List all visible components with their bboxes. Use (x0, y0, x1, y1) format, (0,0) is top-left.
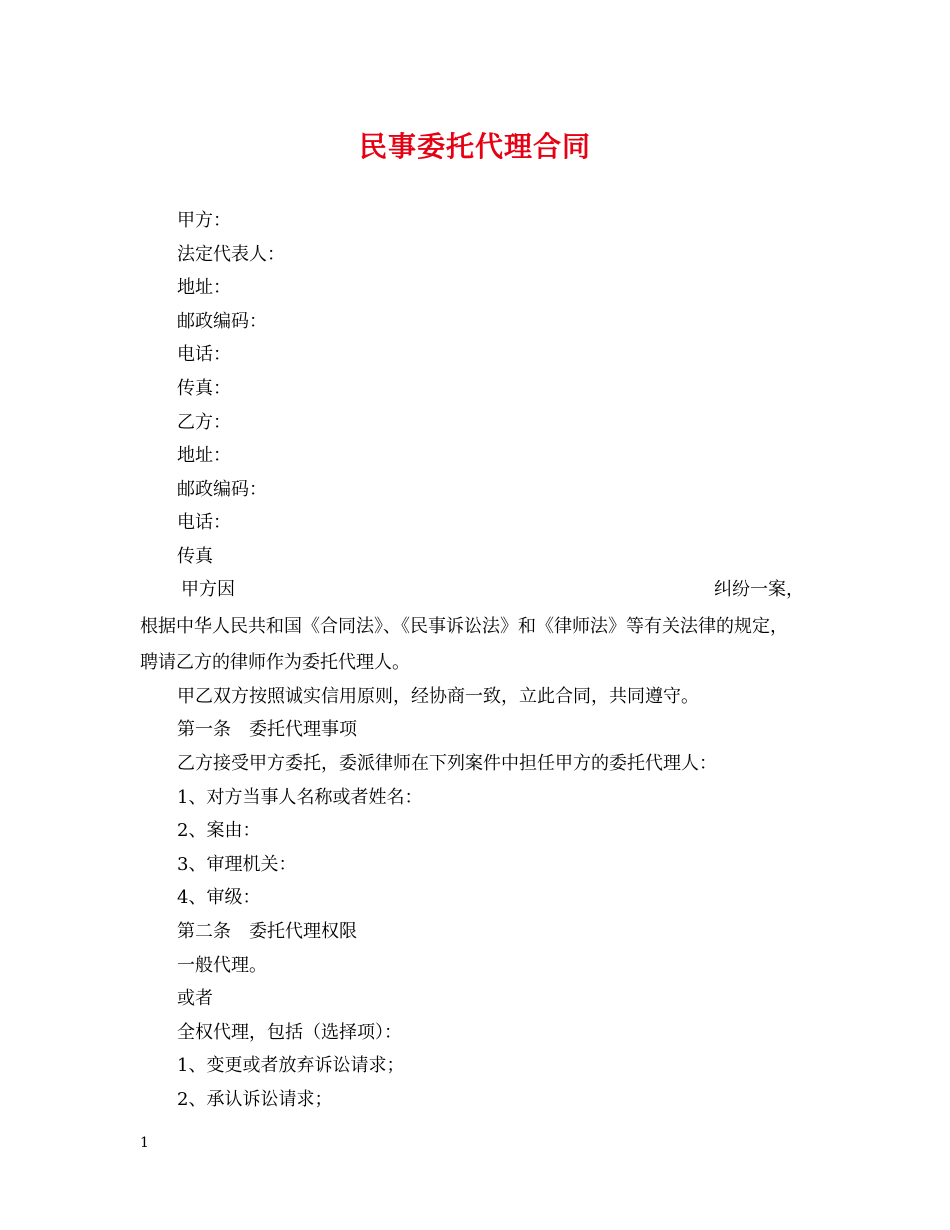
party-a-phone: 电话： (177, 344, 231, 365)
article-1-item: 1、对方当事人名称或者姓名： (177, 787, 423, 808)
cause-start: 甲方因 (181, 579, 235, 600)
article-1-heading: 第一条 委托代理事项 (177, 719, 357, 740)
article-2-item: 1、变更或者放弃诉讼请求； (177, 1055, 405, 1076)
party-b-address: 地址： (177, 445, 231, 466)
party-a-address: 地址： (177, 277, 231, 298)
legal-basis-line: 根据中华人民共和国《合同法》、《民事诉讼法》和《律师法》等有关法律的规定， (140, 616, 788, 637)
party-a-fax: 传真： (177, 378, 231, 399)
hire-lawyer-line: 聘请乙方的律师作为委托代理人。 (140, 652, 410, 673)
agreement-line: 甲乙双方按照诚实信用原则，经协商一致，立此合同，共同遵守。 (177, 686, 699, 707)
party-a-legal-rep: 法定代表人： (177, 244, 285, 265)
party-b-fax: 传真 (177, 546, 213, 567)
full-agency: 全权代理，包括（选择项）： (177, 1022, 402, 1043)
or-word: 或者 (177, 988, 213, 1009)
party-b-phone: 电话： (177, 512, 231, 533)
general-agency: 一般代理。 (177, 955, 267, 976)
article-1-item: 4、审级： (177, 887, 261, 908)
page-number: 1 (140, 1135, 149, 1151)
document-title: 民事委托代理合同 (358, 130, 591, 163)
article-2-item: 2、承认诉讼请求； (177, 1089, 333, 1110)
article-1-item: 3、审理机关： (177, 854, 297, 875)
party-b-label: 乙方： (177, 412, 231, 433)
party-b-postcode: 邮政编码： (177, 479, 267, 500)
article-1-lead: 乙方接受甲方委托，委派律师在下列案件中担任甲方的委托代理人： (177, 753, 717, 774)
article-2-heading: 第二条 委托代理权限 (177, 921, 357, 942)
article-1-item: 2、案由： (177, 820, 261, 841)
party-a-postcode: 邮政编码： (177, 311, 267, 332)
cause-end: 纠纷一案， (714, 579, 804, 600)
party-a-label: 甲方： (177, 210, 231, 231)
